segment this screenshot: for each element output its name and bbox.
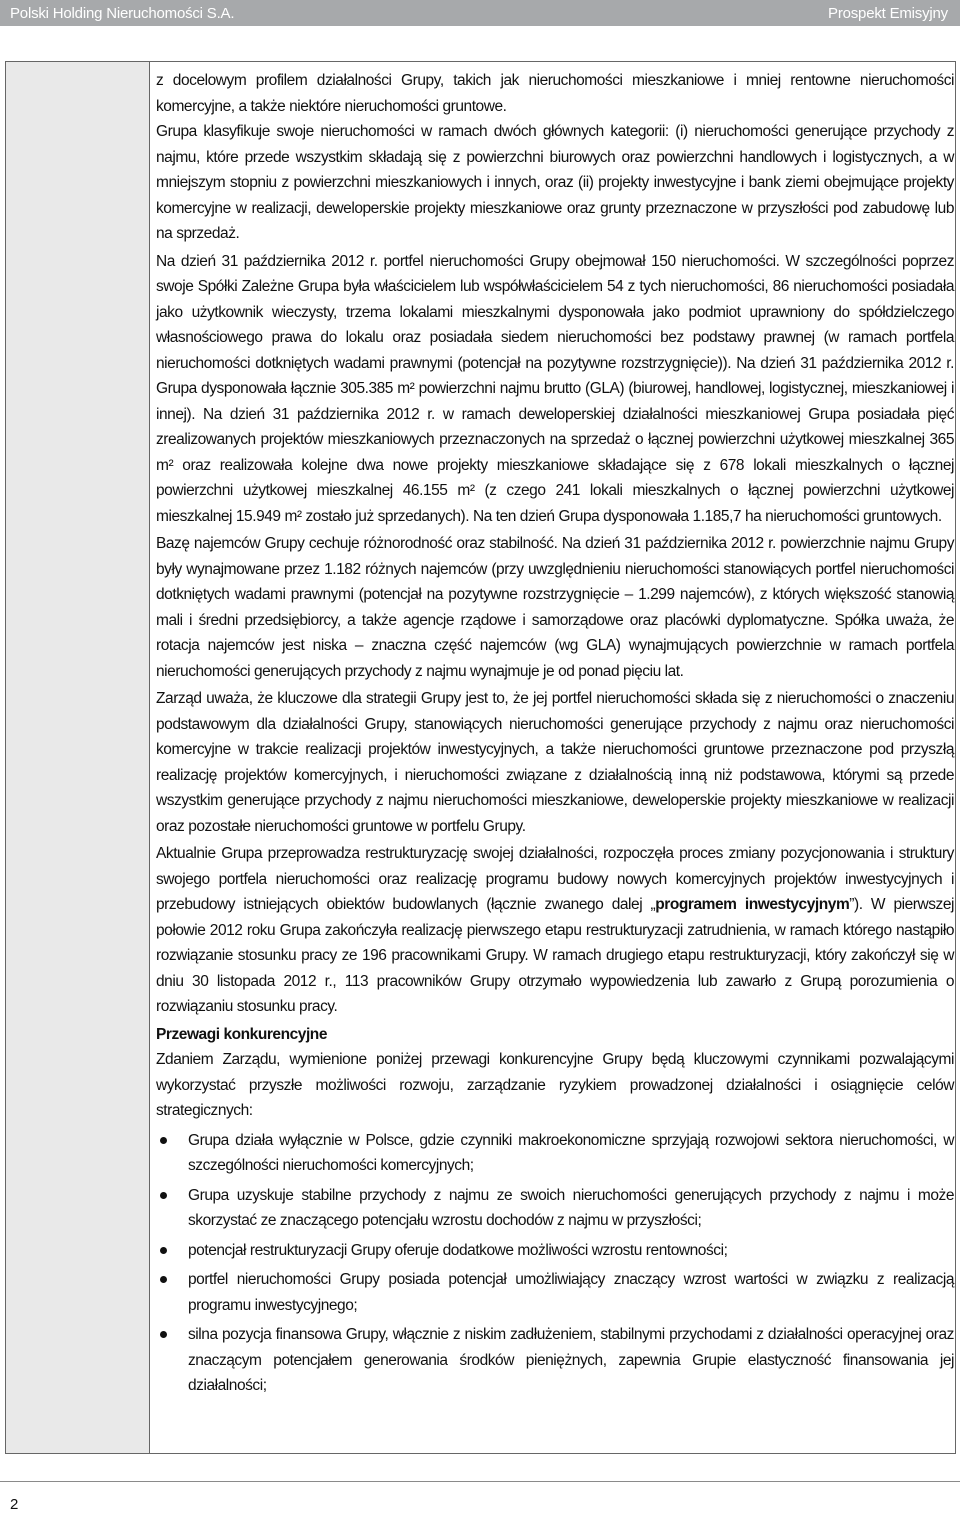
left-column [6, 62, 150, 1453]
list-item-text: Grupa działa wyłącznie w Polsce, gdzie czynniki makroekonomiczne sprzyjają rozwojowi sektora nieruchomości, w szczególności nieruchomości komercyjnych; [188, 1131, 954, 1174]
list-item-text: silna pozycja finansowa Grupy, włącznie z niskim zadłużeniem, stabilnymi przychodami z działalności operacyjnej oraz znaczącym potencjałem generowania środków pieniężnych, zapewnia Grupie elastyczność finansowania jej działalności; [188, 1326, 954, 1394]
defined-term: programem inwestycyjnym [655, 896, 850, 913]
content-column [156, 68, 954, 1403]
paragraph-6-part-1: Aktualnie Grupa przeprowadza restrukturyzację swojej działalności, rozpoczęła proces zmiany pozycjonowania i struktury swojego portfela nieruchomości oraz realizację programu budowy nowych komercyjnych projektów inwestycyjnych i przebudowy istniejących obiektów budowlanych (łącznie zwanego dalej „ [156, 845, 954, 913]
footer-divider [0, 1481, 960, 1482]
list-item-text: potencjał restrukturyzacji Grupy oferuje dodatkowe możliwości wzrostu rentowności; [188, 1241, 728, 1259]
paragraph-4: Bazę najemców Grupy cechuje różnorodność oraz stabilność. Na dzień 31 października 2012 r. powierzchnie najmu Grupy były wynajmowane przez 1.182 różnych najemców (przy uwzględnieniu nieruchomości stanowiących portfel nieruchomości dotkniętych wadami prawnymi (potencjał na pozytywne rozstrzygnięcie – 1.299 najemców), z których większość stanowią mali i średni przedsiębiorcy, a także agencje rządowe i samorządowe oraz placówki dyplomatyczne. Spółka uważa, że rotacja najemców jest niska – znaczna część najemców (wg GLA) wynajmujących powierzchnie w ramach portfela nieruchomości generujących przychody z najmu wynajmuje je od ponad pięciu lat. [156, 535, 954, 680]
paragraph-1: z docelowym profilem działalności Grupy, takich jak nieruchomości mieszkaniowe i mniej rentowne nieruchomości komercyjne, a także niektóre nieruchomości gruntowe. [156, 72, 954, 115]
bullet-icon [160, 1331, 167, 1338]
paragraph-3: Na dzień 31 października 2012 r. portfel nieruchomości Grupy obejmował 150 nieruchomości. W szczególności poprzez swoje Spółki Zależne Grupa była właścicielem lub współwłaścicielem 54 z tych nieruchomości, 86 nieruchomości posiadała jako użytkownik wieczysty, trzema lokalami mieszkalnymi dysponowała jako podmiot uprawniony do spółdzielczego własnościowego prawa do lokalu oraz posiadała siedem nieruchomości bez podstawy prawnej (w ramach portfela nieruchomości dotkniętych wadami prawnymi (potencjał na pozytywne rozstrzygnięcie)). Na dzień 31 października 2012 r. Grupa dysponowała łącznie 305.385 m² powierzchni najmu brutto (GLA) (biurowej, handlowej, logistycznej, mieszkaniowej i innej). Na dzień 31 października 2012 r. w ramach deweloperskiej działalności mieszkaniowej Grupa posiadała pięć zrealizowanych projektów mieszkaniowych przeznaczonych na sprzedaż o łącznej powierzchni użytkowej mieszkalnej 365 m² oraz realizowała kolejne dwa nowe projekty mieszkaniowe składające się z 678 lokali mieszkalnych o łącznej powierzchni użytkowej mieszkalnej 46.155 m² (z czego 241 lokali mieszkalnych o łącznej powierzchni użytkowej mieszkalnej 15.949 m² zostało już sprzedanych). Na ten dzień Grupa dysponowała 1.185,7 ha nieruchomości gruntowych. [156, 252, 954, 525]
paragraph-6-part-2: ”). W pierwszej połowie 2012 roku Grupa zakończyła realizację pierwszego etapu restrukturyzacji zatrudnienia, w ramach którego nastąpiło rozwiązanie stosunku pracy ze 196 pracownikami Grupy. W ramach drugiego etapu restrukturyzacji, który zakończył się w dniu 30 listopada 2012 r., 113 pracowników Grupy otrzymało wypowiedzenia lub zawarło z Grupą porozumienia o rozwiązaniu stosunku pracy. [156, 896, 954, 1015]
bullet-icon [160, 1192, 167, 1199]
list-item [156, 1322, 954, 1399]
header-document-title: Prospekt Emisyjny [828, 4, 948, 22]
list-item-text: portfel nieruchomości Grupy posiada potencjał umożliwiający znaczący wzrost wartości w związku z realizacją programu inwestycyjnego; [188, 1271, 954, 1314]
page-number: 2 [10, 1496, 19, 1513]
section-heading: Przewagi konkurencyjne [156, 1025, 327, 1043]
paragraph-5: Zarząd uważa, że kluczowe dla strategii Grupy jest to, że jej portfel nieruchomości składa się z nieruchomości o znaczeniu podstawowym dla działalności Grupy, stanowiących nieruchomości generujące przychody z najmu oraz nieruchomości komercyjne w trakcie realizacji projektów inwestycyjnych, a także nieruchomości gruntowe przeznaczone pod przyszłą realizację projektów komercyjnych, i nieruchomości związane z działalnością inną niż podstawowa, którymi są przede wszystkim generujące przychody z najmu nieruchomości mieszkaniowe, deweloperskie projekty mieszkaniowe w realizacji oraz pozostałe nieruchomości gruntowe w portfelu Grupy. [156, 690, 954, 835]
bullet-icon [160, 1247, 167, 1254]
bullet-icon [160, 1276, 167, 1283]
header-company-name: Polski Holding Nieruchomości S.A. [10, 4, 235, 22]
page-header [0, 0, 960, 26]
advantages-list [156, 1128, 954, 1399]
paragraph-2: Grupa klasyfikuje swoje nieruchomości w ramach dwóch głównych kategorii: (i) nieruchomości generujące przychody z najmu, które przede wszystkim składają się z powierzchni biurowych oraz powierzchni handlowych i logistycznych, a w mniejszym stopniu z powierzchni mieszkaniowych i innych, oraz (ii) projekty inwestycyjne i bank ziemi obejmujące projekty komercyjne w realizacji, deweloperskie projekty mieszkaniowe oraz grunty przeznaczone w przyszłości pod zabudowę lub na sprzedaż. [156, 123, 954, 242]
bullet-icon [160, 1137, 167, 1144]
list-item [156, 1238, 954, 1264]
list-item [156, 1128, 954, 1179]
list-item [156, 1183, 954, 1234]
content-table [5, 61, 956, 1454]
list-item [156, 1267, 954, 1318]
paragraph-7: Zdaniem Zarządu, wymienione poniżej przewagi konkurencyjne Grupy będą kluczowymi czynnikami pozwalającymi wykorzystać przyszłe możliwości rozwoju, zarządzanie ryzykiem prowadzonej działalności i osiągnięcie celów strategicznych: [156, 1051, 954, 1119]
paragraph-6 [156, 841, 954, 1020]
list-item-text: Grupa uzyskuje stabilne przychody z najmu ze swoich nieruchomości generujących przychody z najmu i może skorzystać ze znaczącego potencjału wzrostu dochodów z najmu w przyszłości; [188, 1186, 954, 1229]
